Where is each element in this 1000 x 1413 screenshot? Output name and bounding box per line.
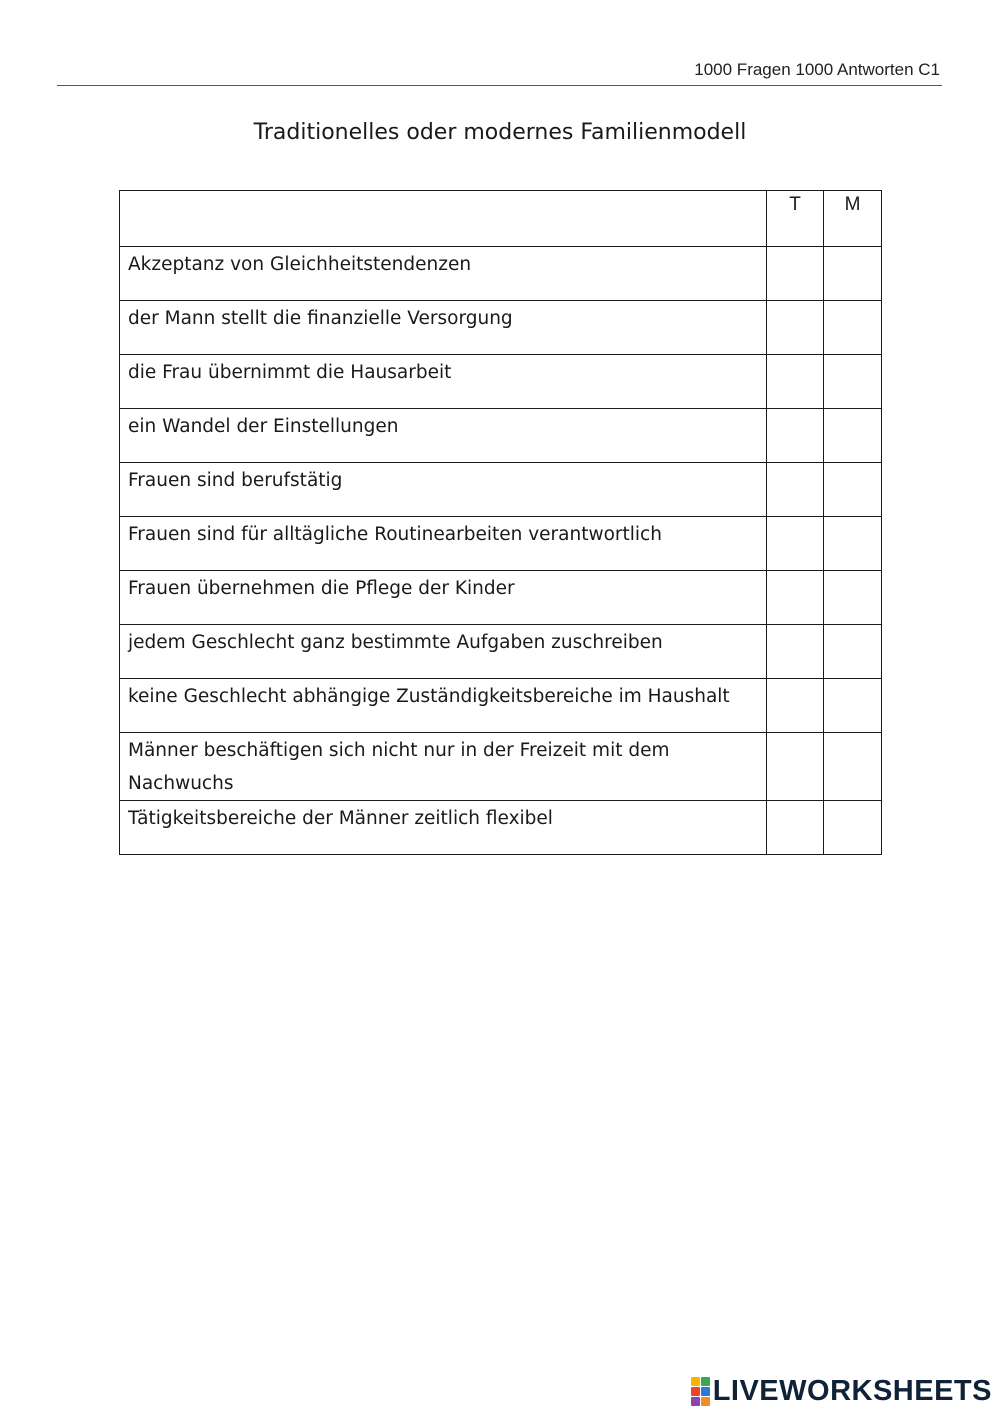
table-header-row <box>120 191 882 247</box>
table-row <box>120 517 882 571</box>
answer-cell-m[interactable] <box>824 409 882 463</box>
answer-cell-m[interactable] <box>824 679 882 733</box>
statement-text: ein Wandel der Einstellungen <box>120 409 767 463</box>
answer-cell-m[interactable] <box>824 301 882 355</box>
header-divider <box>57 85 942 86</box>
logo-tile <box>691 1387 700 1396</box>
table-row <box>120 463 882 517</box>
header-cell-statement <box>120 191 767 247</box>
logo-tile <box>691 1377 700 1386</box>
logo-tile <box>701 1387 710 1396</box>
classification-table <box>119 190 882 855</box>
table-row <box>120 571 882 625</box>
liveworksheets-logo <box>691 1375 992 1407</box>
answer-cell-t[interactable] <box>767 571 824 625</box>
answer-cell-m[interactable] <box>824 801 882 855</box>
answer-cell-t[interactable] <box>767 801 824 855</box>
answer-cell-m[interactable] <box>824 463 882 517</box>
table-row <box>120 355 882 409</box>
header-text: 1000 Fragen 1000 Antworten C1 <box>694 60 940 79</box>
answer-cell-t[interactable] <box>767 463 824 517</box>
statement-text: Männer beschäftigen sich nicht nur in der Freizeit mit dem Nachwuchs <box>120 733 767 801</box>
answer-cell-m[interactable] <box>824 625 882 679</box>
statement-text: Tätigkeitsbereiche der Männer zeitlich flexibel <box>120 801 767 855</box>
answer-cell-m[interactable] <box>824 247 882 301</box>
answer-cell-t[interactable] <box>767 247 824 301</box>
logo-tile <box>701 1397 710 1406</box>
statement-text: der Mann stellt die finanzielle Versorgung <box>120 301 767 355</box>
answer-cell-t[interactable] <box>767 733 824 801</box>
answer-cell-t[interactable] <box>767 301 824 355</box>
statement-text: Frauen sind berufstätig <box>120 463 767 517</box>
table-row <box>120 679 882 733</box>
logo-tile <box>701 1377 710 1386</box>
table-row <box>120 247 882 301</box>
table-row <box>120 733 882 801</box>
answer-cell-m[interactable] <box>824 571 882 625</box>
answer-cell-t[interactable] <box>767 625 824 679</box>
statement-text: Akzeptanz von Gleichheitstendenzen <box>120 247 767 301</box>
answer-cell-t[interactable] <box>767 355 824 409</box>
answer-cell-t[interactable] <box>767 409 824 463</box>
logo-text: LIVEWORKSHEETS <box>712 1374 992 1407</box>
table-row <box>120 301 882 355</box>
column-header-t: T <box>767 191 824 247</box>
table-row <box>120 409 882 463</box>
answer-cell-m[interactable] <box>824 733 882 801</box>
column-header-m: M <box>824 191 882 247</box>
answer-cell-m[interactable] <box>824 517 882 571</box>
statement-text: die Frau übernimmt die Hausarbeit <box>120 355 767 409</box>
table-row <box>120 801 882 855</box>
logo-mark-icon <box>691 1377 710 1406</box>
answer-cell-m[interactable] <box>824 355 882 409</box>
logo-tile <box>691 1397 700 1406</box>
answer-cell-t[interactable] <box>767 679 824 733</box>
table-row <box>120 625 882 679</box>
statement-text: Frauen sind für alltägliche Routinearbeiten verantwortlich <box>120 517 767 571</box>
statement-text: jedem Geschlecht ganz bestimmte Aufgaben zuschreiben <box>120 625 767 679</box>
answer-cell-t[interactable] <box>767 517 824 571</box>
statement-text: Frauen übernehmen die Pflege der Kinder <box>120 571 767 625</box>
page-title: Traditionelles oder modernes Familienmodell <box>253 120 747 145</box>
statement-text: keine Geschlecht abhängige Zuständigkeitsbereiche im Haushalt <box>120 679 767 733</box>
